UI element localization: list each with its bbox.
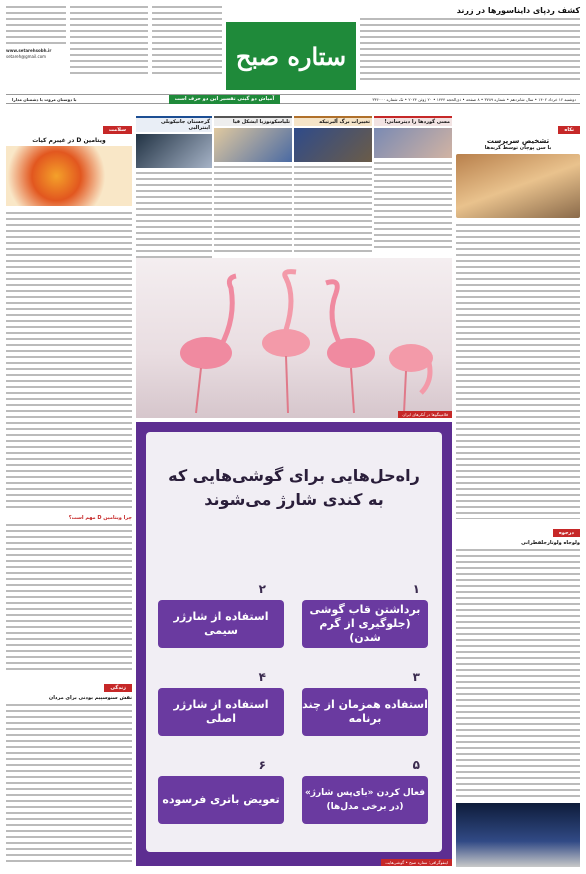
story-3-photo — [214, 128, 292, 162]
slogan2: با دوستان مروت با دشمنان مدارا — [12, 96, 77, 102]
right-subtitle: با سن پوچان توسط گربه‌ها — [484, 145, 552, 151]
left-tag: سلامت — [103, 126, 132, 134]
story-4-photo — [136, 134, 212, 168]
left-title[interactable]: ویتامین‌ D در غیبرم کیات — [32, 137, 106, 144]
right-tag-2: درجوه — [553, 529, 580, 537]
masthead-contact-block — [6, 6, 66, 76]
flamingo-photo — [136, 258, 452, 418]
item-6-number: ۶ — [258, 758, 266, 772]
left-column — [6, 116, 132, 866]
headline: راه‌حل‌هایی برای گوشی‌هایی که به کندی شارژ می‌شوند — [168, 466, 420, 509]
item-2-card[interactable]: استفاده از شارژر سیمی — [158, 600, 284, 648]
masthead — [0, 0, 586, 108]
infographic-footer: اینفوگرافی: ستاره صبح • گوشی‌هایت — [381, 859, 452, 866]
story-1[interactable]: مسی گوردها را دیترسانی! — [374, 116, 452, 256]
right-title-2[interactable]: ولوجاه ولوتارجلفطرانی — [521, 540, 580, 546]
item-1-number: ۱ — [412, 582, 420, 596]
item-3-number: ۳ — [412, 670, 420, 684]
masthead-staff — [70, 6, 148, 76]
story-4[interactable]: گرجستان جانیکوبلی اینترالیی — [136, 116, 212, 256]
date-line: دوشنبه ۱۲ خرداد ۱۴۰۲ • سال شانزدهم • شماره ۳۷۸۹ • ۸ صفحه • ذی‌الحجه ۱۴۴۴ • ۲۰ ژوئن ۲۰۲۴ • تک شماره ۳۳۶۰۰۰ — [372, 96, 576, 102]
infographic-inner — [146, 432, 442, 852]
left-title-2[interactable]: نقش سنوسپیم بودنی برای مردان — [48, 695, 132, 701]
sculpture-photo — [456, 803, 580, 867]
left-tag-2: زندگی — [104, 684, 132, 692]
flamingo-illustration — [136, 258, 452, 418]
vitamin-photo — [6, 146, 132, 206]
story-2-photo — [294, 128, 372, 162]
left-sub: چرا ویتامین D مهم است؟ — [68, 515, 132, 521]
right-tag: نکاه — [558, 126, 580, 134]
website[interactable]: www.setarehsobh.ir — [6, 48, 52, 53]
lead-story — [360, 6, 580, 84]
item-6-card[interactable]: تعویض باتری فرسوده — [158, 776, 284, 824]
infographic — [136, 422, 452, 866]
masthead-staff-2 — [152, 6, 222, 76]
item-3-card[interactable]: استفاده همزمان از چند برنامه — [302, 688, 428, 736]
cats-photo — [456, 154, 580, 218]
right-title[interactable]: تشخیص سرپرست — [486, 137, 550, 145]
slogan: آمیاش دو گیتی تفسیر این دو حرف است — [169, 95, 280, 104]
top-stories — [136, 116, 452, 256]
logo: ستاره صبح — [226, 22, 356, 90]
right-column — [456, 116, 580, 866]
email[interactable]: setareh@gmail.com — [6, 54, 47, 59]
lead-title[interactable]: کشف ردپای دایناسورها در زرند — [456, 6, 580, 15]
story-3[interactable]: تلیاسکونوزپا ایشکل قیا — [214, 116, 292, 256]
item-1-card[interactable]: برداشتن قاب گوشی (جلوگیری از گرم شدن) — [302, 600, 428, 648]
date-strip — [6, 94, 580, 104]
story-2[interactable]: تغییرات برگ آلبرتیکه — [294, 116, 372, 256]
item-5-number: ۵ — [412, 758, 420, 772]
item-5-card[interactable]: فعال کردن «بای‌پس شارژ» (در برخی مدل‌ها) — [302, 776, 428, 824]
story-1-photo — [374, 128, 452, 158]
item-2-number: ۲ — [258, 582, 266, 596]
photo-caption: فلامینگوها در آنکرهای ایران — [398, 411, 452, 418]
item-4-number: ۴ — [258, 670, 266, 684]
item-4-card[interactable]: استفاده از شارژر اصلی — [158, 688, 284, 736]
